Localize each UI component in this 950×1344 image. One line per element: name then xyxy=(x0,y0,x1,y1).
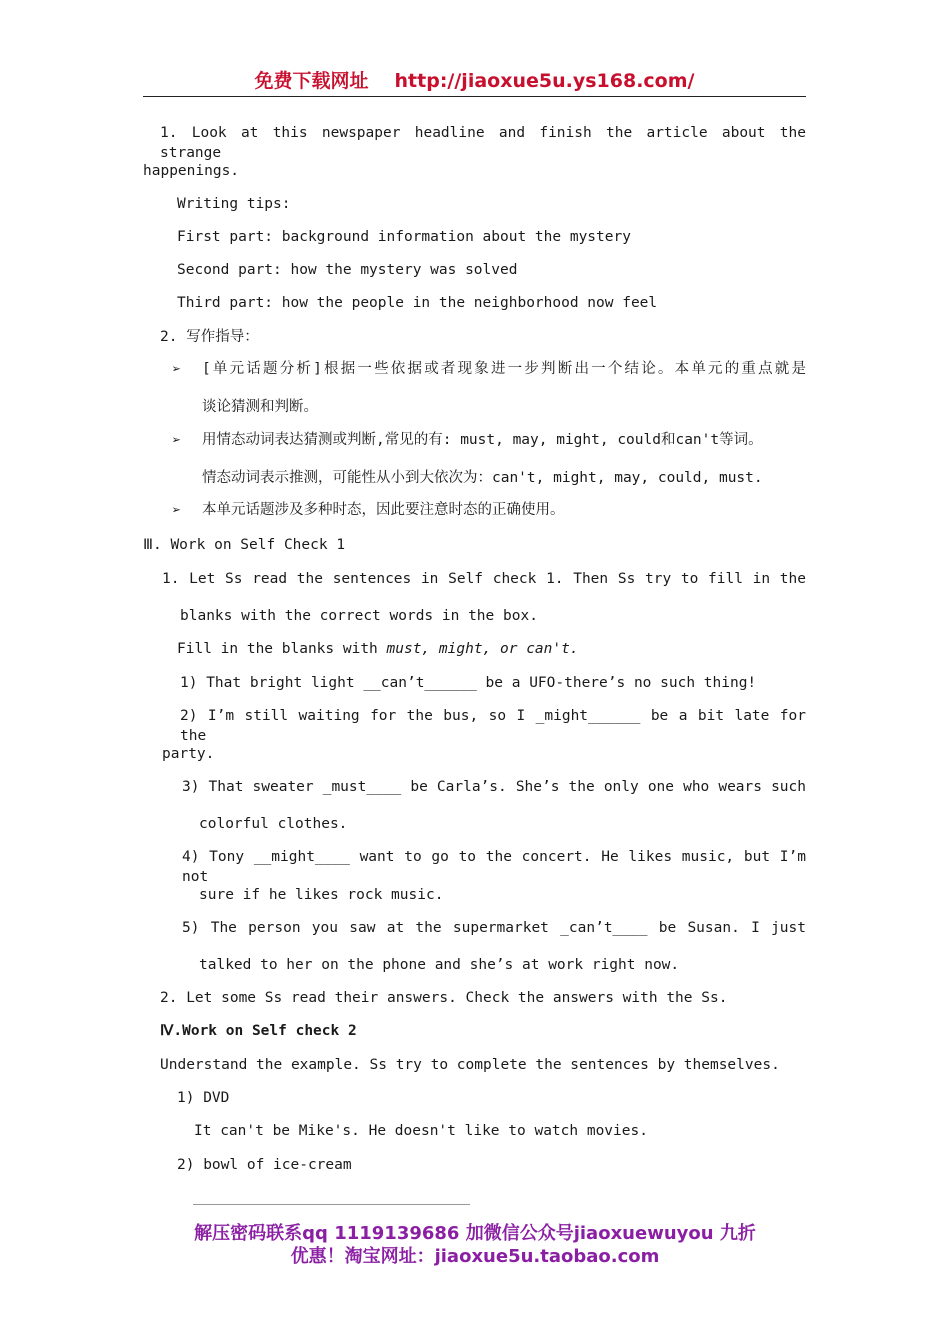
section-4-instruction: Understand the example. Ss try to complete the sentences by themselves. xyxy=(160,1057,780,1073)
paragraph-1-line-1: 1. Look at this newspaper headline and finish the article about the strange xyxy=(160,125,806,161)
bullet-arrow-icon: ➢ xyxy=(172,360,182,378)
question-2-line-2: party. xyxy=(162,746,215,762)
bullet-1-line-1: [单元话题分析]根据一些依据或者现象进一步判断出一个结论。本单元的重点就是 xyxy=(202,361,806,377)
page-header xyxy=(143,66,806,97)
bullet-2-line-1: 用情态动词表达猜测或判断,常见的有: must, may, might, could和can't等词。 xyxy=(202,432,763,448)
fill-instruction-prefix: Fill in the blanks with xyxy=(177,641,387,657)
question-2-line-1: 2) I’m still waiting for the bus, so I _might______ be a bit late for the xyxy=(180,708,806,744)
question-4-line-1: 4) Tony __might____ want to go to the concert. He likes music, but I’m not xyxy=(182,849,806,885)
footnote-divider xyxy=(193,1204,470,1205)
bullet-3: 本单元话题涉及多种时态，因此要注意时态的正确使用。 xyxy=(202,502,565,518)
example-1-item: 1) DVD xyxy=(177,1090,230,1106)
footer-line-2: 优惠！淘宝网址：jiaoxue5u.taobao.com xyxy=(290,1246,660,1267)
section-3-item-1-line-1: 1. Let Ss read the sentences in Self check 1. Then Ss try to fill in the xyxy=(162,571,806,587)
fill-instruction xyxy=(177,639,579,659)
paragraph-2-heading: 2. 写作指导： xyxy=(160,329,259,345)
bullet-2-line-2: 情态动词表示推测，可能性从小到大依次为：can't, might, may, could, must. xyxy=(202,470,763,486)
paragraph-1-line-2: happenings. xyxy=(143,163,240,179)
question-3-line-1: 3) That sweater _must____ be Carla’s. She’s the only one who wears such xyxy=(182,779,806,795)
writing-tip-2: Second part: how the mystery was solved xyxy=(177,262,518,278)
bullet-1-line-2: 谈论猜测和判断。 xyxy=(202,399,318,415)
question-4-line-2: sure if he likes rock music. xyxy=(199,887,444,903)
writing-tip-3: Third part: how the people in the neighborhood now feel xyxy=(177,295,658,311)
header-title: 免费下载网址 xyxy=(254,70,369,92)
example-2-item: 2) bowl of ice-cream xyxy=(177,1157,352,1173)
writing-tip-1: First part: background information about the mystery xyxy=(177,229,631,245)
section-4-heading: Ⅳ.Work on Self check 2 xyxy=(160,1023,357,1039)
section-3-item-2: 2. Let some Ss read their answers. Check the answers with the Ss. xyxy=(160,990,728,1006)
question-5-line-1: 5) The person you saw at the supermarket _can’t____ be Susan. I just xyxy=(182,920,806,936)
section-3-item-1-line-2: blanks with the correct words in the box. xyxy=(180,608,538,624)
section-3-heading: Ⅲ. Work on Self Check 1 xyxy=(143,537,346,553)
question-1: 1) That bright light __can’t______ be a UFO-there’s no such thing! xyxy=(180,675,757,691)
writing-tips-title: Writing tips: xyxy=(177,196,291,212)
header-url-link[interactable]: http://jiaoxue5u.ys168.com/ xyxy=(394,70,695,92)
bullet-arrow-icon: ➢ xyxy=(172,501,182,519)
fill-instruction-words: must, might, or can't. xyxy=(386,641,579,657)
footer-line-1: 解压密码联系qq 1119139686 加微信公众号jiaoxuewuyou 九折 xyxy=(194,1223,756,1244)
question-5-line-2: talked to her on the phone and she’s at work right now. xyxy=(199,957,680,973)
example-1-answer: It can't be Mike's. He doesn't like to watch movies. xyxy=(194,1123,648,1139)
question-3-line-2: colorful clothes. xyxy=(199,816,348,832)
bullet-arrow-icon: ➢ xyxy=(172,431,182,449)
